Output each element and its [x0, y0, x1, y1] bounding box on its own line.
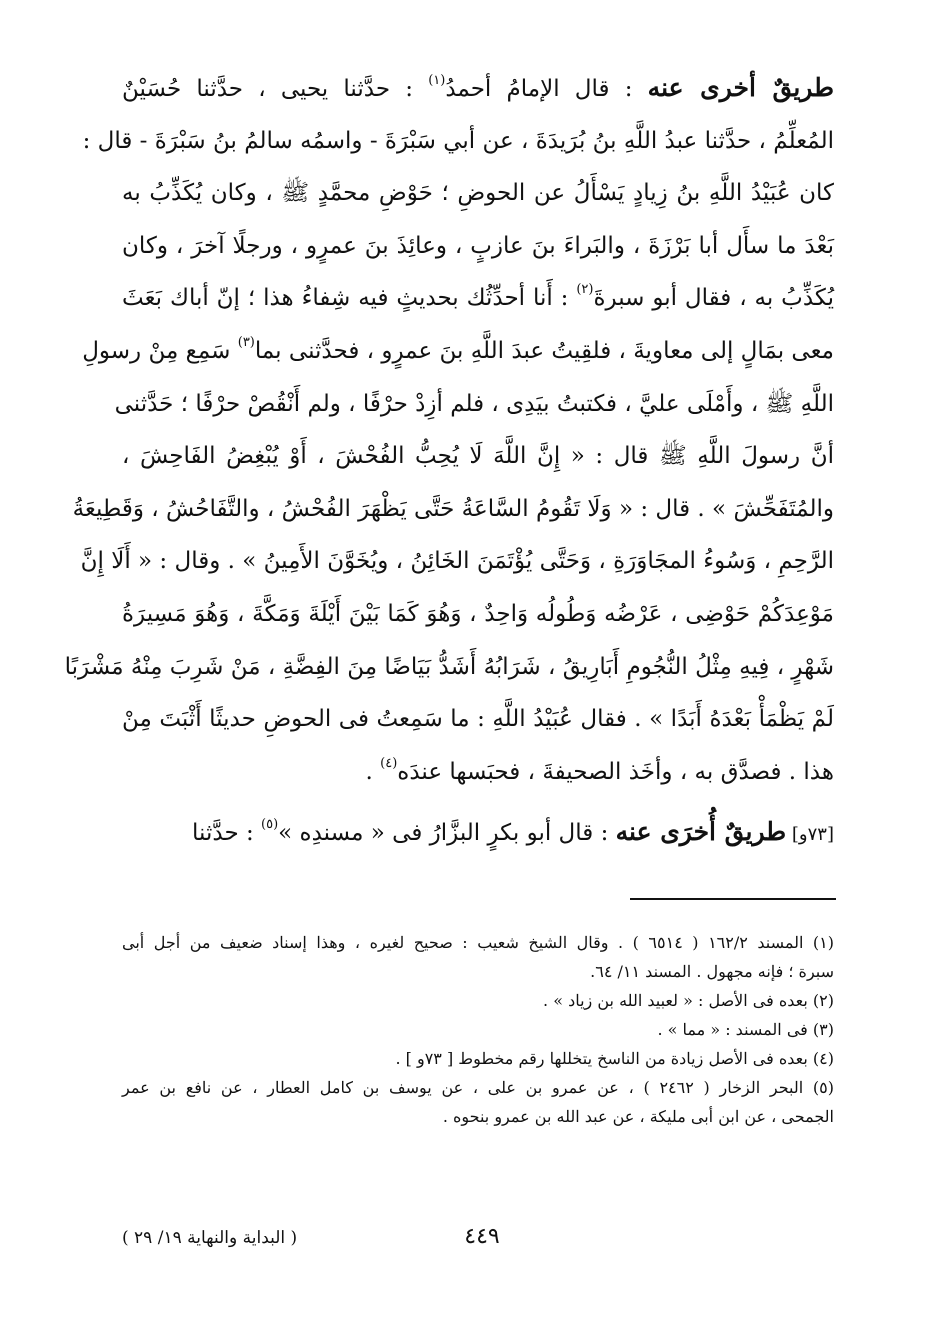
- text-line: [122, 167, 834, 220]
- text-line: [122, 806, 834, 859]
- text-run: لَمْ يَظْمَأْ بَعْدَهُ أَبَدًا » . فقال عُبَيْدُ اللَّهِ : ما سَمِعتُ فى الحوضِ حديثًا أَثْبَتَ مِنْ: [122, 706, 834, 733]
- text-line: [122, 62, 834, 115]
- footnote-line: (٣) فى المسند : « مما » .: [657, 1020, 834, 1039]
- footnote-line: (٤) بعده فى الأصل زيادة من الناسخ يتخللها رقم مخطوط [ ٧٣و ] .: [395, 1049, 834, 1068]
- manuscript-folio-marker: [٧٣و]: [786, 824, 834, 846]
- text-run: : أَنا أحدِّثُك بحديثٍ فيه شِفاءُ هذا ؛ إنّ أباك بَعَثَ: [122, 285, 577, 312]
- book-title-volume: ( البداية والنهاية ١٩/ ٢٩ ): [122, 1228, 298, 1248]
- text-run: : قال الإمامُ أحمدُ: [445, 76, 648, 102]
- section-heading: طريقٌ أخرى عنه: [647, 73, 834, 102]
- text-line: [82, 325, 834, 378]
- text-run: أنَّ رسولَ اللَّهِ ﷺ قال : « إِنَّ اللَّهَ لَا يُحِبُّ الفُحْشَ ، أَوْ يُبْغِضُ الفَاحِشَ ،: [122, 443, 834, 470]
- text-run: المُعلِّمُ ، حدَّثنا عبدُ اللَّهِ بنُ بُرَيدَةَ ، عن أبي سَبْرَةَ - واسمُه سالمُ بنُ سَبْرَةَ - قال :: [82, 127, 834, 154]
- text-line: [80, 535, 834, 588]
- text-line: [122, 746, 834, 799]
- footnote-reference: (٤): [380, 755, 398, 771]
- text-run: الرَّحِمِ ، وَسُوءُ المجَاوَرَةِ ، وَحَتَّى يُؤْتَمَنَ الخَائِنُ ، ويُخَوَّنَ الأَمِينُ » . وقال : « أَلَا إِنَّ: [80, 548, 834, 575]
- paragraph-gap: [122, 798, 834, 806]
- page-number: ٤٤٩: [464, 1224, 500, 1249]
- text-run: والمُتَفَحِّشَ » . قال : « وَلَا تَقُومُ السَّاعَةُ حَتَّى يَظْهَرَ الفُحْشُ ، والتَّفَاحُشُ ، وَقَطِيعَةُ: [72, 495, 834, 522]
- footnote-reference: (٣): [237, 334, 255, 350]
- text-line: [82, 115, 834, 168]
- footnote-reference: (٥): [261, 817, 279, 833]
- text-run: : قال أبو بكرٍ البزَّارُ فى « مسندِه »: [278, 820, 616, 847]
- text-line: [64, 641, 834, 694]
- text-line: [122, 220, 834, 273]
- text-run: : حدَّثنا يحيى ، حدَّثنا حُسَيْنٌ: [122, 76, 429, 102]
- footnote-line: (٥) البحر الزخار ( ٢٤٦٢ ) ، عن عمرو بن على ، عن يوسف بن كامل العطار ، عن نافع بن عمر: [122, 1078, 834, 1097]
- text-run: كان عُبَيْدُ اللَّهِ بنُ زِيادٍ يَسْأَلُ عن الحوضِ ؛ حَوْضِ محمَّدٍ ﷺ ، وكان يُكَذِّبُ به: [122, 180, 834, 207]
- text-run: شَهْرٍ ، فِيهِ مِثْلُ النُّجُومِ أَبَارِيقُ ، شَرَابُهُ أَشَدُّ بَيَاضًا مِنَ الفِضَّةِ ، مَنْ شَرِبَ مِنْهُ مَشْرَبًا: [64, 653, 834, 680]
- text-run: هذا . فصدَّق به ، وأخَذ الصحيفةَ ، فحبَسها عندَه: [397, 758, 834, 785]
- text-run: : حدَّثنا: [192, 820, 262, 847]
- text-run: سَمِع مِنْ رسولِ: [82, 337, 238, 364]
- text-line: [122, 430, 834, 483]
- text-run: .: [365, 758, 381, 785]
- text-run: بَعْدَ ما سأَل أبا بَرْزَةَ ، والبَراءَ بنَ عازبٍ ، وعائِذَ بنَ عمرٍو ، ورجلًا آخرَ ، وكان: [122, 232, 834, 259]
- text-line: [122, 272, 834, 325]
- text-run: مَوْعِدَكُمْ حَوْضِى ، عَرْضُه وَطُولُه وَاحِدٌ ، وَهُوَ كَمَا بَيْنَ أَيْلَةَ وَمَكَّةَ ، وَهُوَ مَسِيرَةُ: [122, 600, 834, 627]
- text-line: [114, 378, 834, 431]
- footnotes: [122, 928, 834, 1131]
- footnote-line: الجمحى ، عن ابن أبى مليكة ، عن عبد الله بن عمرو بنحوه .: [442, 1107, 834, 1126]
- footnote-separator: [630, 898, 836, 900]
- main-text: [64, 62, 834, 859]
- footnote-line: سبرة ؛ فإنه مجهول . المسند ١١/ ٦٤.: [590, 962, 834, 981]
- footnote-reference: (١): [428, 73, 446, 88]
- text-run: يُكَذِّبُ به ، فقال أبو سبرةَ: [593, 285, 834, 312]
- footnote-line: (١) المسند ١٦٢/٢ ( ٦٥١٤ ) . وقال الشيخ شعيب : صحيح لغيره ، وهذا إسناد ضعيف من أجل أبى: [122, 933, 835, 952]
- text-run: اللَّهِ ﷺ ، وأَمْلَى عليَّ ، فكتبتُ بيَدِى ، فلم أزِدْ حرْفًا ، ولم أَنْقُصْ حرْفًا ؛ حَدَّثنى: [114, 390, 834, 417]
- footnote-reference: (٢): [576, 282, 594, 298]
- footnote-line: (٢) بعده فى الأصل : « لعبيد الله بن زياد » .: [543, 991, 834, 1010]
- text-run: معى بمَالٍ إلى معاويةَ ، فلقِيتُ عبدَ اللَّهِ بنَ عمرٍو ، فحدَّثنى بما: [254, 337, 834, 364]
- text-line: [72, 483, 834, 536]
- text-line: [122, 588, 834, 641]
- text-line: [122, 693, 834, 746]
- page-footer: [122, 1224, 834, 1258]
- section-heading: طريقٌ أُخرَى عنه: [615, 817, 787, 847]
